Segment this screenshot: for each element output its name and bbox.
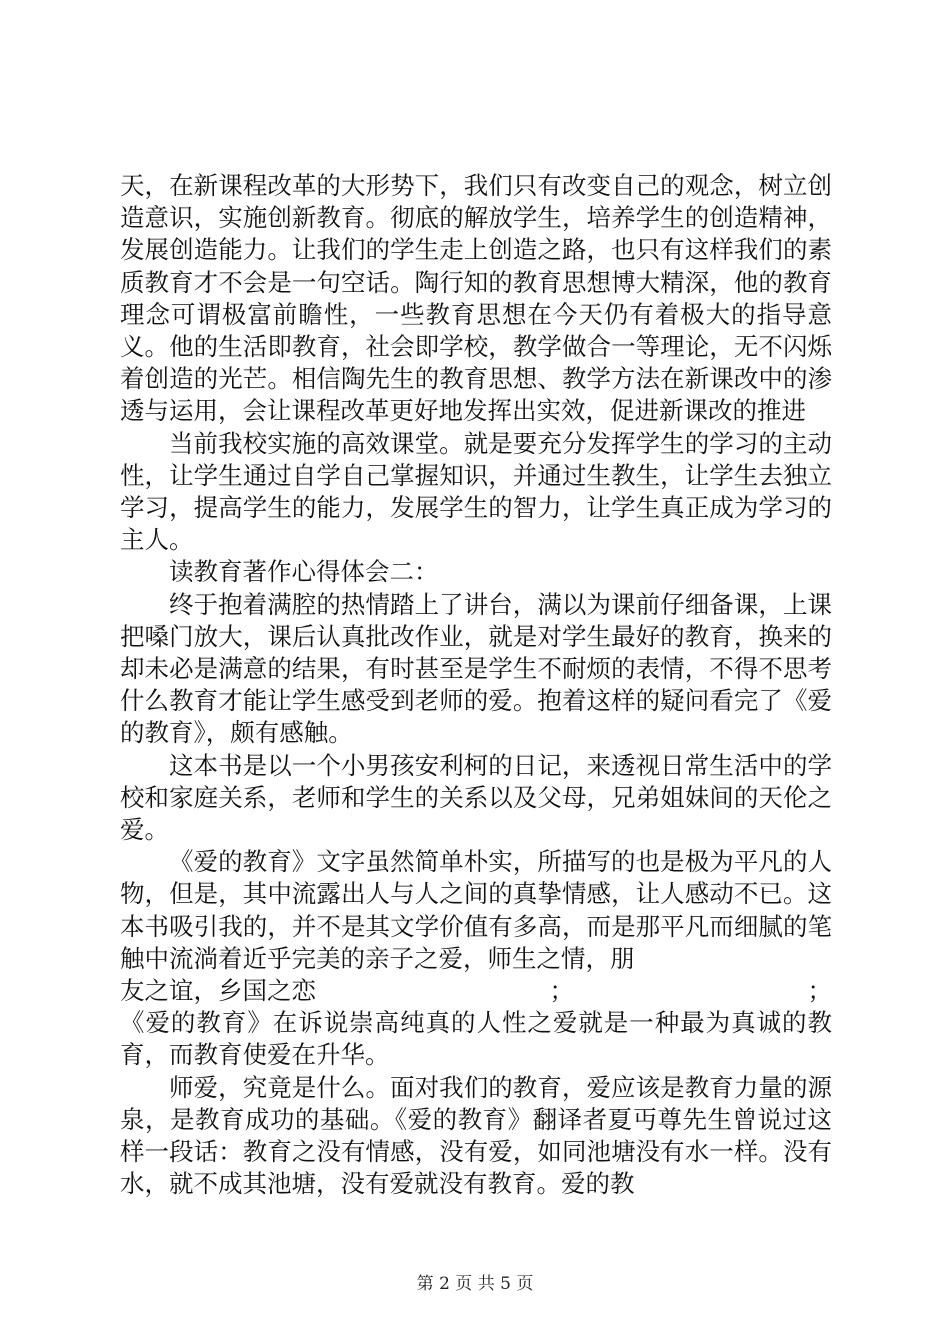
page-number-footer: 第 2 页 共 5 页 xyxy=(416,1274,534,1294)
paragraph-4: 终于抱着满腔的热情踏上了讲台，满以为课前仔细备课，上课把嗓门放大，课后认真批改作业，就是对学生最好的教育，换来的却未必是满意的结果，有时甚至是学生不耐烦的表情，不得不思考什么教育才能让学生感受到老师的爱。抱着这样的疑问看完了《爱的教育》，颇有感触。 xyxy=(120,589,832,748)
paragraph-5: 这本书是以一个小男孩安利柯的日记，来透视日常生活中的学校和家庭关系，老师和学生的关系以及父母，兄弟姐妹间的天伦之爱。 xyxy=(120,750,832,845)
paragraph-2: 当前我校实施的高效课堂。就是要充分发挥学生的学习的主动性，让学生通过自学自己掌握知识，并通过生教生，让学生去独立学习，提高学生的能力，发展学生的智力，让学生真正成为学习的主人。 xyxy=(120,428,832,555)
paragraph-6: 《爱的教育》文字虽然简单朴实，所描写的也是极为平凡的人物，但是，其中流露出人与人之间的真挚情感，让人感动不已。这本书吸引我的，并不是其文学价值有多高，而是那平凡而细腻的笔触中流淌着近乎完美的亲子之爱，师生之情，朋 xyxy=(120,847,832,973)
document-body xyxy=(120,170,832,1201)
paragraph-6-last-line xyxy=(120,975,832,1007)
paragraph-6-text: 友之谊，乡国之恋 xyxy=(120,976,316,1006)
paragraph-1: 天，在新课程改革的大形势下，我们只有改变自己的观念，树立创造意识，实施创新教育。彻底的解放学生，培养学生的创造精神，发展创造能力。让我们的学生走上创造之路，也只有这样我们的素质教育才不会是一句空话。陶行知的教育思想博大精深，他的教育理念可谓极富前瞻性，一些教育思想在今天仍有着极大的指导意义。他的生活即教育，社会即学校，教学做合一等理论，无不闪烁着创造的光芒。相信陶先生的教育思想、教学方法在新课改中的渗透与运用，会让课程改革更好地发挥出实效，促进新课改的推进 xyxy=(120,171,832,426)
paragraph-8: 师爱，究竟是什么。面对我们的教育，爱应该是教育力量的源泉，是教育成功的基础。《爱的教育》翻译者夏丏尊先生曾说过这样一段话：教育之没有情感，没有爱，如同池塘没有水一样。没有水，就不成其池塘，没有爱就没有教育。爱的教 xyxy=(120,1072,832,1199)
paragraph-7: 《爱的教育》在诉说崇高纯真的人性之爱就是一种最为真诚的教育，而教育使爱在升华。 xyxy=(120,1008,832,1070)
section-heading: 读教育著作心得体会二： xyxy=(169,557,439,587)
paragraph-6-semicolon-1: ； xyxy=(549,976,574,1006)
paragraph-6-semicolon-2: ； xyxy=(807,976,832,1006)
